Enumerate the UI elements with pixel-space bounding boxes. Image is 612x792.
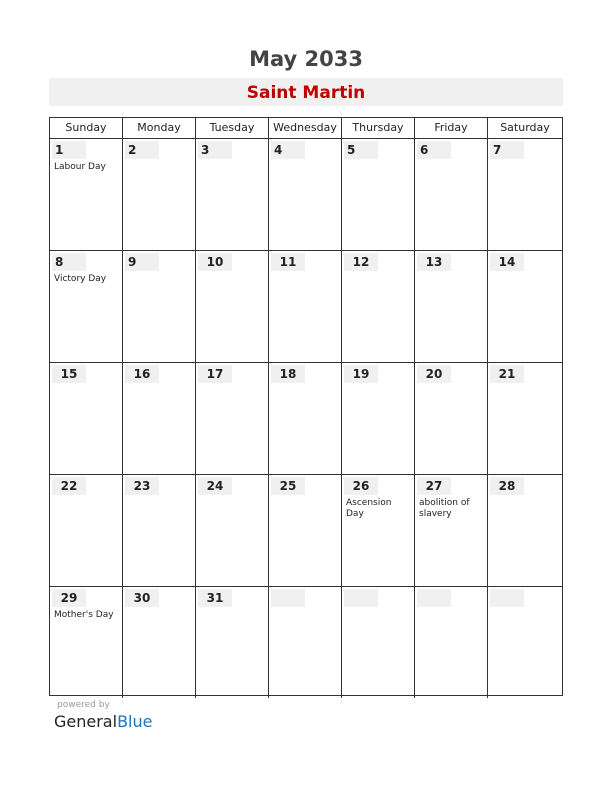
day-number: 1 [52,141,86,159]
day-number: 15 [52,365,86,383]
powered-by-label: powered by [57,700,110,710]
day-number: 31 [198,589,232,607]
weekday-header: Wednesday [268,118,341,138]
day-cell[interactable] [487,586,562,698]
day-number [417,589,451,607]
day-cell[interactable] [50,138,122,250]
day-number: 18 [271,365,305,383]
day-cell[interactable] [341,362,414,474]
day-number: 27 [417,477,451,495]
holiday-label: Victory Day [54,274,107,284]
page-title: May 2033 [249,47,363,71]
day-number [490,589,524,607]
holiday-label: Ascension Day [346,498,392,519]
day-number [271,589,305,607]
day-number: 5 [344,141,378,159]
day-cell[interactable] [50,586,122,698]
day-number: 20 [417,365,451,383]
day-number [344,589,378,607]
day-number: 2 [125,141,159,159]
day-cell[interactable] [268,586,341,698]
brand-main: General [54,712,118,731]
day-cell[interactable] [50,250,122,362]
day-cell[interactable] [50,362,122,474]
day-cell[interactable] [341,138,414,250]
day-number: 22 [52,477,86,495]
region-banner [49,78,563,106]
day-cell[interactable] [414,474,487,586]
day-cell[interactable] [195,586,268,698]
day-number: 17 [198,365,232,383]
region-name: Saint Martin [246,83,366,103]
day-cell[interactable] [195,138,268,250]
day-number: 23 [125,477,159,495]
day-number: 7 [490,141,524,159]
day-cell[interactable] [414,250,487,362]
brand-accent: Blue [117,712,153,731]
holiday-label: abolition of slavery [419,498,470,519]
calendar-grid [49,117,563,696]
day-cell[interactable] [487,250,562,362]
day-cell[interactable] [487,362,562,474]
weekday-header: Saturday [487,118,562,138]
weekday-header: Tuesday [195,118,268,138]
day-number: 16 [125,365,159,383]
brand-logo[interactable] [54,712,152,731]
day-cell[interactable] [487,138,562,250]
day-number: 4 [271,141,305,159]
day-number: 26 [344,477,378,495]
weekday-header: Friday [414,118,487,138]
day-cell[interactable] [268,362,341,474]
weekday-header: Monday [122,118,195,138]
day-cell[interactable] [50,474,122,586]
day-cell[interactable] [341,474,414,586]
holiday-label: Labour Day [54,162,106,172]
weekday-header: Thursday [341,118,414,138]
day-number: 3 [198,141,232,159]
day-cell[interactable] [268,250,341,362]
day-number: 21 [490,365,524,383]
day-number: 29 [52,589,86,607]
day-cell[interactable] [414,138,487,250]
day-number: 25 [271,477,305,495]
day-cell[interactable] [268,474,341,586]
day-number: 10 [198,253,232,271]
day-number: 13 [417,253,451,271]
day-number: 8 [52,253,86,271]
day-number: 6 [417,141,451,159]
day-number: 14 [490,253,524,271]
day-cell[interactable] [414,586,487,698]
day-number: 24 [198,477,232,495]
day-cell[interactable] [122,250,195,362]
day-number: 30 [125,589,159,607]
day-number: 12 [344,253,378,271]
day-cell[interactable] [195,474,268,586]
day-cell[interactable] [487,474,562,586]
weekday-header: Sunday [65,121,107,134]
day-number: 9 [125,253,159,271]
day-cell[interactable] [341,586,414,698]
day-cell[interactable] [122,586,195,698]
holiday-label: Mother's Day [54,610,114,620]
day-cell[interactable] [268,138,341,250]
day-cell[interactable] [414,362,487,474]
day-cell[interactable] [341,250,414,362]
day-cell[interactable] [122,474,195,586]
day-cell[interactable] [195,250,268,362]
day-number: 19 [344,365,378,383]
day-number: 11 [271,253,305,271]
day-number: 28 [490,477,524,495]
day-cell[interactable] [195,362,268,474]
day-cell[interactable] [122,362,195,474]
day-cell[interactable] [122,138,195,250]
